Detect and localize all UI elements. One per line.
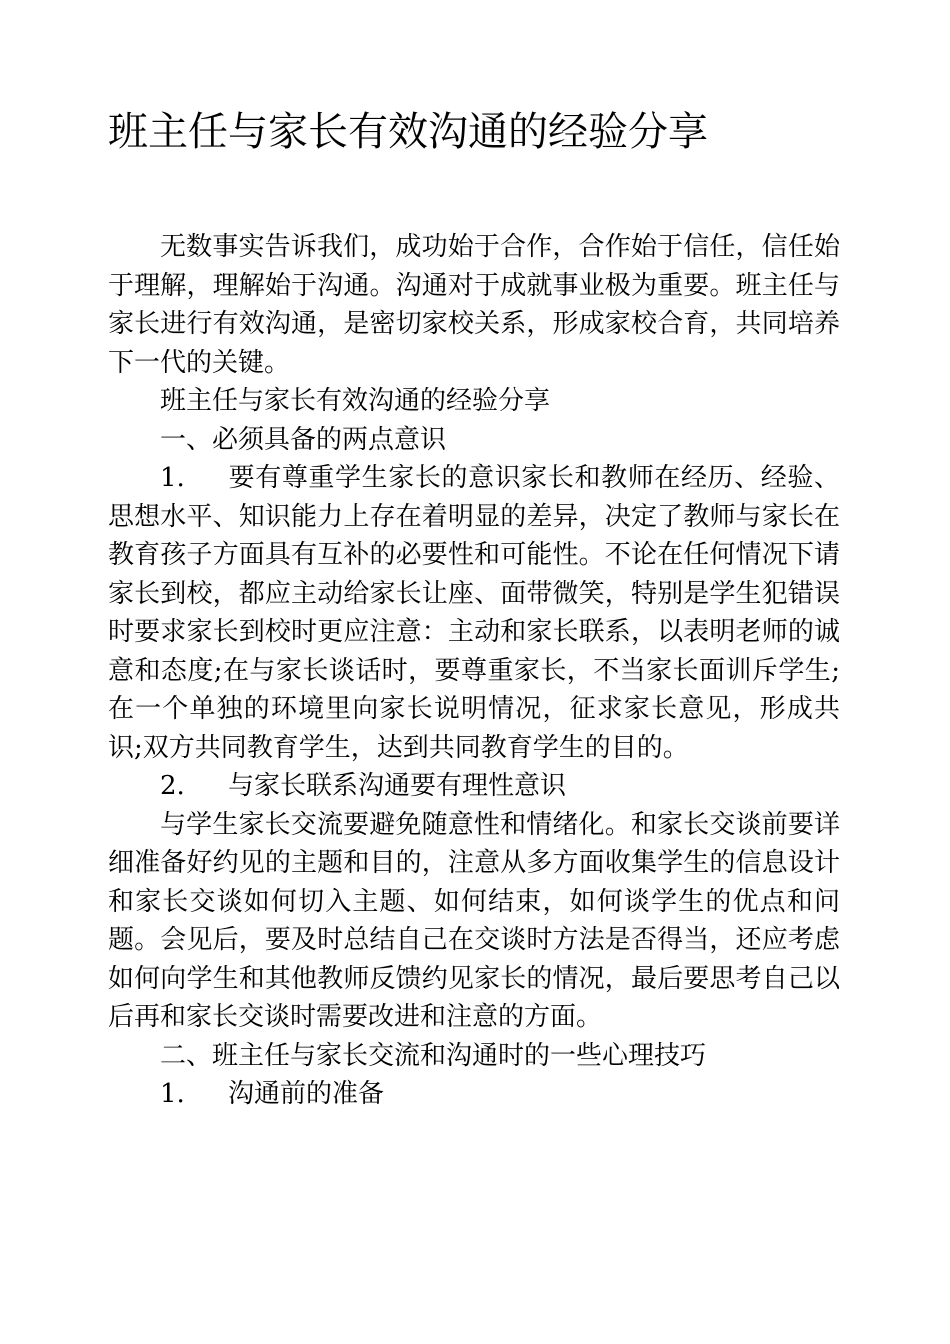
list-item-3-number: 1. <box>160 1079 185 1109</box>
subtitle-paragraph: 班主任与家长有效沟通的经验分享 <box>160 386 551 416</box>
section-heading-1: 一、必须具备的两点意识 <box>160 424 447 455</box>
list-item-3 <box>108 1075 840 1114</box>
list-item-2-body: 与学生家长交流要避免随意性和情绪化。和家长交谈前要详细准备好约见的主题和目的，注意从多方面收集学生的信息设计和家长交谈如何切入主题、如何结束，如何谈学生的优点和问题。会见后，要及时总结自己在交谈时方法是否得当，还应考虑如何向学生和其他教师反馈约见家长的情况，最后要思考自己以后再和家长交谈时需要改进和注意的方面。 <box>108 809 840 1032</box>
list-item-3-text: 沟通前的准备 <box>228 1079 385 1109</box>
document-body <box>108 228 840 1114</box>
list-item-1 <box>108 459 840 767</box>
list-item-2-text: 与家长联系沟通要有理性意识 <box>228 771 567 801</box>
list-item-1-number: 1. <box>160 463 185 493</box>
list-item-2-number: 2. <box>160 771 185 801</box>
list-item-2 <box>108 767 840 806</box>
section-heading-2: 二、班主任与家长交流和沟通时的一些心理技巧 <box>160 1040 707 1071</box>
intro-paragraph: 无数事实告诉我们，成功始于合作，合作始于信任，信任始于理解，理解始于沟通。沟通对于成就事业极为重要。班主任与家长进行有效沟通，是密切家校关系，形成家校合育，共同培养下一代的关键。 <box>108 232 840 378</box>
document-title: 班主任与家长有效沟通的经验分享 <box>108 109 708 155</box>
list-item-1-text: 要有尊重学生家长的意识家长和教师在经历、经验、思想水平、知识能力上存在着明显的差异，决定了教师与家长在教育孩子方面具有互补的必要性和可能性。不论在任何情况下请家长到校，都应主动给家长让座、面带微笑，特别是学生犯错误时要求家长到校时更应注意：主动和家长联系，以表明老师的诚意和态度;在与家长谈话时，要尊重家长，不当家长面训斥学生;在一个单独的环境里向家长说明情况，征求家长意见，形成共识;双方共同教育学生，达到共同教育学生的目的。 <box>108 463 840 763</box>
